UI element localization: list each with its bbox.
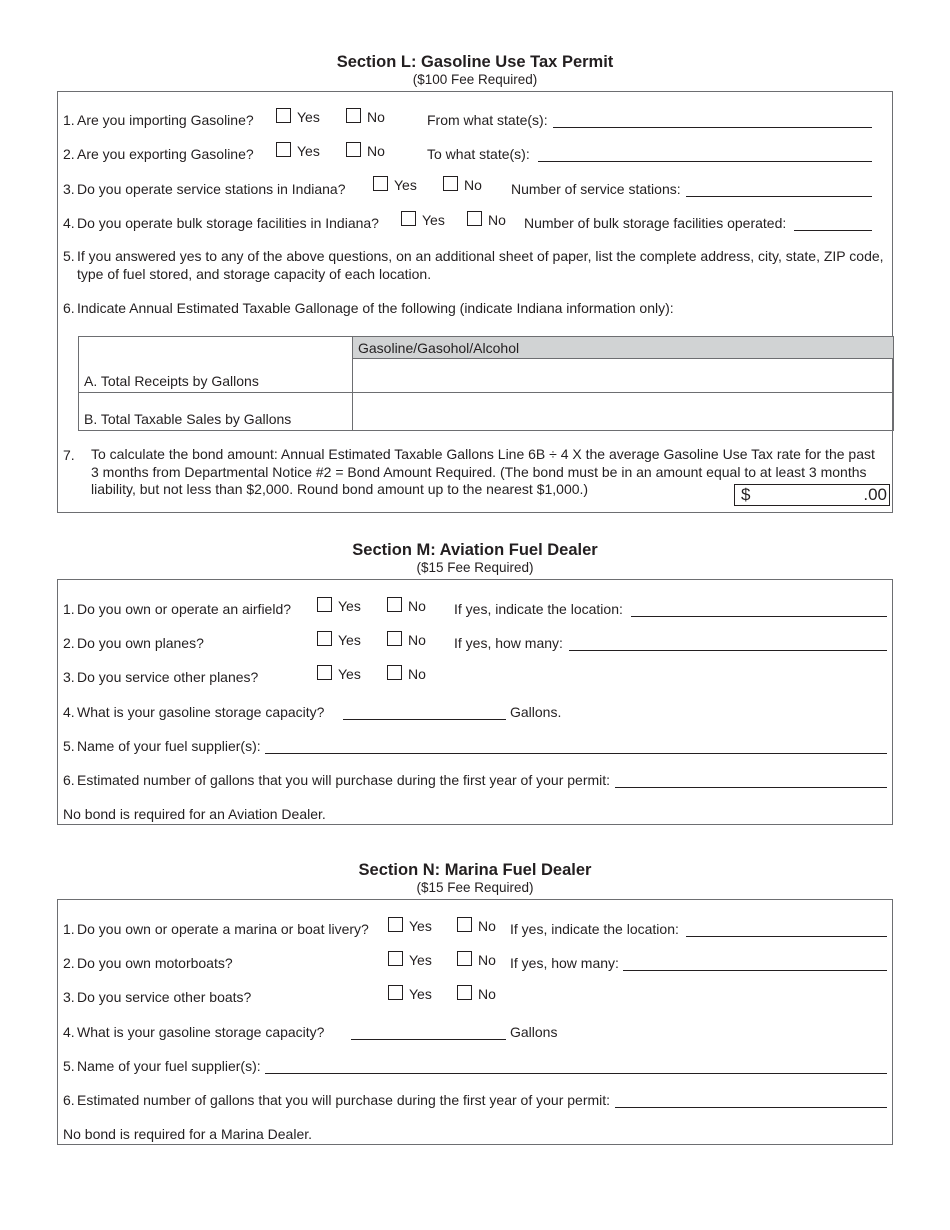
checkbox-icon[interactable] <box>401 211 416 226</box>
section-m-header <box>0 540 950 576</box>
table-row-label-a: A. Total Receipts by Gallons <box>79 359 353 393</box>
section-l-box <box>57 91 893 513</box>
l-q4-count-field[interactable] <box>794 230 872 231</box>
checkbox-icon[interactable] <box>346 108 361 123</box>
m-note: No bond is required for an Aviation Dealer. <box>63 806 326 822</box>
l-q3-no[interactable]: No <box>443 176 482 194</box>
m-q4-text: 4. What is your gasoline storage capacity? <box>63 704 325 720</box>
n-q3-no[interactable]: No <box>457 985 496 1003</box>
m-q2-follow-label: If yes, how many: <box>454 635 563 651</box>
l-q2-states-field[interactable] <box>538 161 872 162</box>
l-q4-text: 4. Do you operate bulk storage facilities in Indiana? <box>63 215 379 231</box>
n-q3-text: 3. Do you service other boats? <box>63 989 252 1005</box>
n-q5-text: 5. Name of your fuel supplier(s): <box>63 1058 261 1074</box>
n-q2-no[interactable]: No <box>457 951 496 969</box>
l-q2-no[interactable]: No <box>346 142 385 160</box>
n-q2-text: 2. Do you own motorboats? <box>63 955 233 971</box>
bond-amount-field[interactable] <box>734 484 890 506</box>
m-q6-text: 6. Estimated number of gallons that you will purchase during the first year of your permit: <box>63 772 611 788</box>
n-q6-text: 6. Estimated number of gallons that you will purchase during the first year of your permit: <box>63 1092 611 1108</box>
n-q1-text: 1. Do you own or operate a marina or boat livery? <box>63 921 369 937</box>
checkbox-icon[interactable] <box>276 108 291 123</box>
m-supplier-field[interactable] <box>265 753 887 754</box>
checkbox-icon[interactable] <box>387 631 402 646</box>
checkbox-icon[interactable] <box>457 985 472 1000</box>
m-q4-unit: Gallons. <box>510 704 562 720</box>
n-q1-follow-label: If yes, indicate the location: <box>510 921 679 937</box>
section-l-title: Section L: Gasoline Use Tax Permit <box>336 53 614 71</box>
l-q3-count-field[interactable] <box>686 196 872 197</box>
checkbox-icon[interactable] <box>317 665 332 680</box>
section-n-title: Section N: Marina Fuel Dealer <box>358 861 592 879</box>
l-q4-yes[interactable]: Yes <box>401 211 445 229</box>
n-note: No bond is required for a Marina Dealer. <box>63 1126 313 1142</box>
checkbox-icon[interactable] <box>388 951 403 966</box>
currency-symbol: $ <box>741 485 751 504</box>
checkbox-icon[interactable] <box>457 951 472 966</box>
m-q1-follow-label: If yes, indicate the location: <box>454 601 623 617</box>
l-q2-yes[interactable]: Yes <box>276 142 320 160</box>
l-q7-num: 7. <box>63 447 75 463</box>
checkbox-icon[interactable] <box>276 142 291 157</box>
section-m-fee: ($15 Fee Required) <box>416 560 534 575</box>
m-q5-text: 5. Name of your fuel supplier(s): <box>63 738 261 754</box>
n-q2-follow-label: If yes, how many: <box>510 955 619 971</box>
section-m-box <box>57 579 893 825</box>
table-column-header: Gasoline/Gasohol/Alcohol <box>353 337 894 359</box>
n-q1-no[interactable]: No <box>457 917 496 935</box>
m-q1-text: 1. Do you own or operate an airfield? <box>63 601 292 617</box>
m-q1-location-field[interactable] <box>631 616 887 617</box>
n-q2-count-field[interactable] <box>623 970 887 971</box>
l-q1-states-field[interactable] <box>553 127 872 128</box>
m-q3-text: 3. Do you service other planes? <box>63 669 259 685</box>
m-q1-no[interactable]: No <box>387 597 426 615</box>
m-q2-text: 2. Do you own planes? <box>63 635 204 651</box>
section-n-box <box>57 899 893 1145</box>
l-q3-yes[interactable]: Yes <box>373 176 417 194</box>
section-n-header <box>0 860 950 896</box>
n-q4-unit: Gallons <box>510 1024 558 1040</box>
l-q1-no[interactable]: No <box>346 108 385 126</box>
l-q2-follow-label: To what state(s): <box>427 146 530 162</box>
l-q1-follow-label: From what state(s): <box>427 112 548 128</box>
l-q7-text: To calculate the bond amount: Annual Estimated Taxable Gallons Line 6B ÷ 4 X the average Gasoline Use Tax rate for the past 3 months from Departmental Notice #2 = Bond Amount Required. (The bond must be in an amount equal to at least 3 months liability, but not less than $2,000. Round bond amount up to the nearest $1,000.) <box>91 446 875 497</box>
n-q1-yes[interactable]: Yes <box>388 917 432 935</box>
n-q4-text: 4. What is your gasoline storage capacity? <box>63 1024 325 1040</box>
l-q6-text: 6. Indicate Annual Estimated Taxable Gallonage of the following (indicate Indiana information only): <box>63 300 674 316</box>
m-q2-no[interactable]: No <box>387 631 426 649</box>
l-q4-no[interactable]: No <box>467 211 506 229</box>
checkbox-icon[interactable] <box>443 176 458 191</box>
section-n-fee: ($15 Fee Required) <box>416 880 534 895</box>
checkbox-icon[interactable] <box>467 211 482 226</box>
m-q2-count-field[interactable] <box>569 650 887 651</box>
checkbox-icon[interactable] <box>457 917 472 932</box>
total-taxable-sales-input[interactable] <box>353 393 894 431</box>
table-row-label-b: B. Total Taxable Sales by Gallons <box>79 393 353 431</box>
checkbox-icon[interactable] <box>317 631 332 646</box>
m-q2-yes[interactable]: Yes <box>317 631 361 649</box>
table-corner <box>79 337 353 359</box>
checkbox-icon[interactable] <box>388 985 403 1000</box>
section-m-title: Section M: Aviation Fuel Dealer <box>352 541 598 559</box>
checkbox-icon[interactable] <box>317 597 332 612</box>
section-l-header <box>0 52 950 88</box>
checkbox-icon[interactable] <box>388 917 403 932</box>
m-gallons-field[interactable] <box>615 787 887 788</box>
l-q4-follow-label: Number of bulk storage facilities operated: <box>524 215 787 231</box>
m-capacity-field[interactable] <box>343 719 506 720</box>
n-gallons-field[interactable] <box>615 1107 887 1108</box>
l-q3-follow-label: Number of service stations: <box>511 181 681 197</box>
n-supplier-field[interactable] <box>265 1073 887 1074</box>
m-q1-yes[interactable]: Yes <box>317 597 361 615</box>
m-q3-no[interactable]: No <box>387 665 426 683</box>
n-capacity-field[interactable] <box>351 1039 506 1040</box>
section-l-fee: ($100 Fee Required) <box>412 72 538 87</box>
total-receipts-input[interactable] <box>353 359 894 393</box>
n-q1-location-field[interactable] <box>686 936 887 937</box>
checkbox-icon[interactable] <box>373 176 388 191</box>
l-q2-text: 2. Are you exporting Gasoline? <box>63 146 254 162</box>
gallonage-table <box>78 336 894 431</box>
checkbox-icon[interactable] <box>387 597 402 612</box>
n-q3-yes[interactable]: Yes <box>388 985 432 1003</box>
cents-suffix: .00 <box>863 485 887 504</box>
l-q5-text: 5. If you answered yes to any of the above questions, on an additional sheet of paper, list the complete address, city, state, ZIP code, type of fuel stored, and storage capacity of each location. <box>63 248 884 282</box>
l-q3-text: 3. Do you operate service stations in Indiana? <box>63 181 346 197</box>
n-q2-yes[interactable]: Yes <box>388 951 432 969</box>
checkbox-icon[interactable] <box>346 142 361 157</box>
l-q1-yes[interactable]: Yes <box>276 108 320 126</box>
checkbox-icon[interactable] <box>387 665 402 680</box>
m-q3-yes[interactable]: Yes <box>317 665 361 683</box>
l-q1-text: 1. Are you importing Gasoline? <box>63 112 254 128</box>
